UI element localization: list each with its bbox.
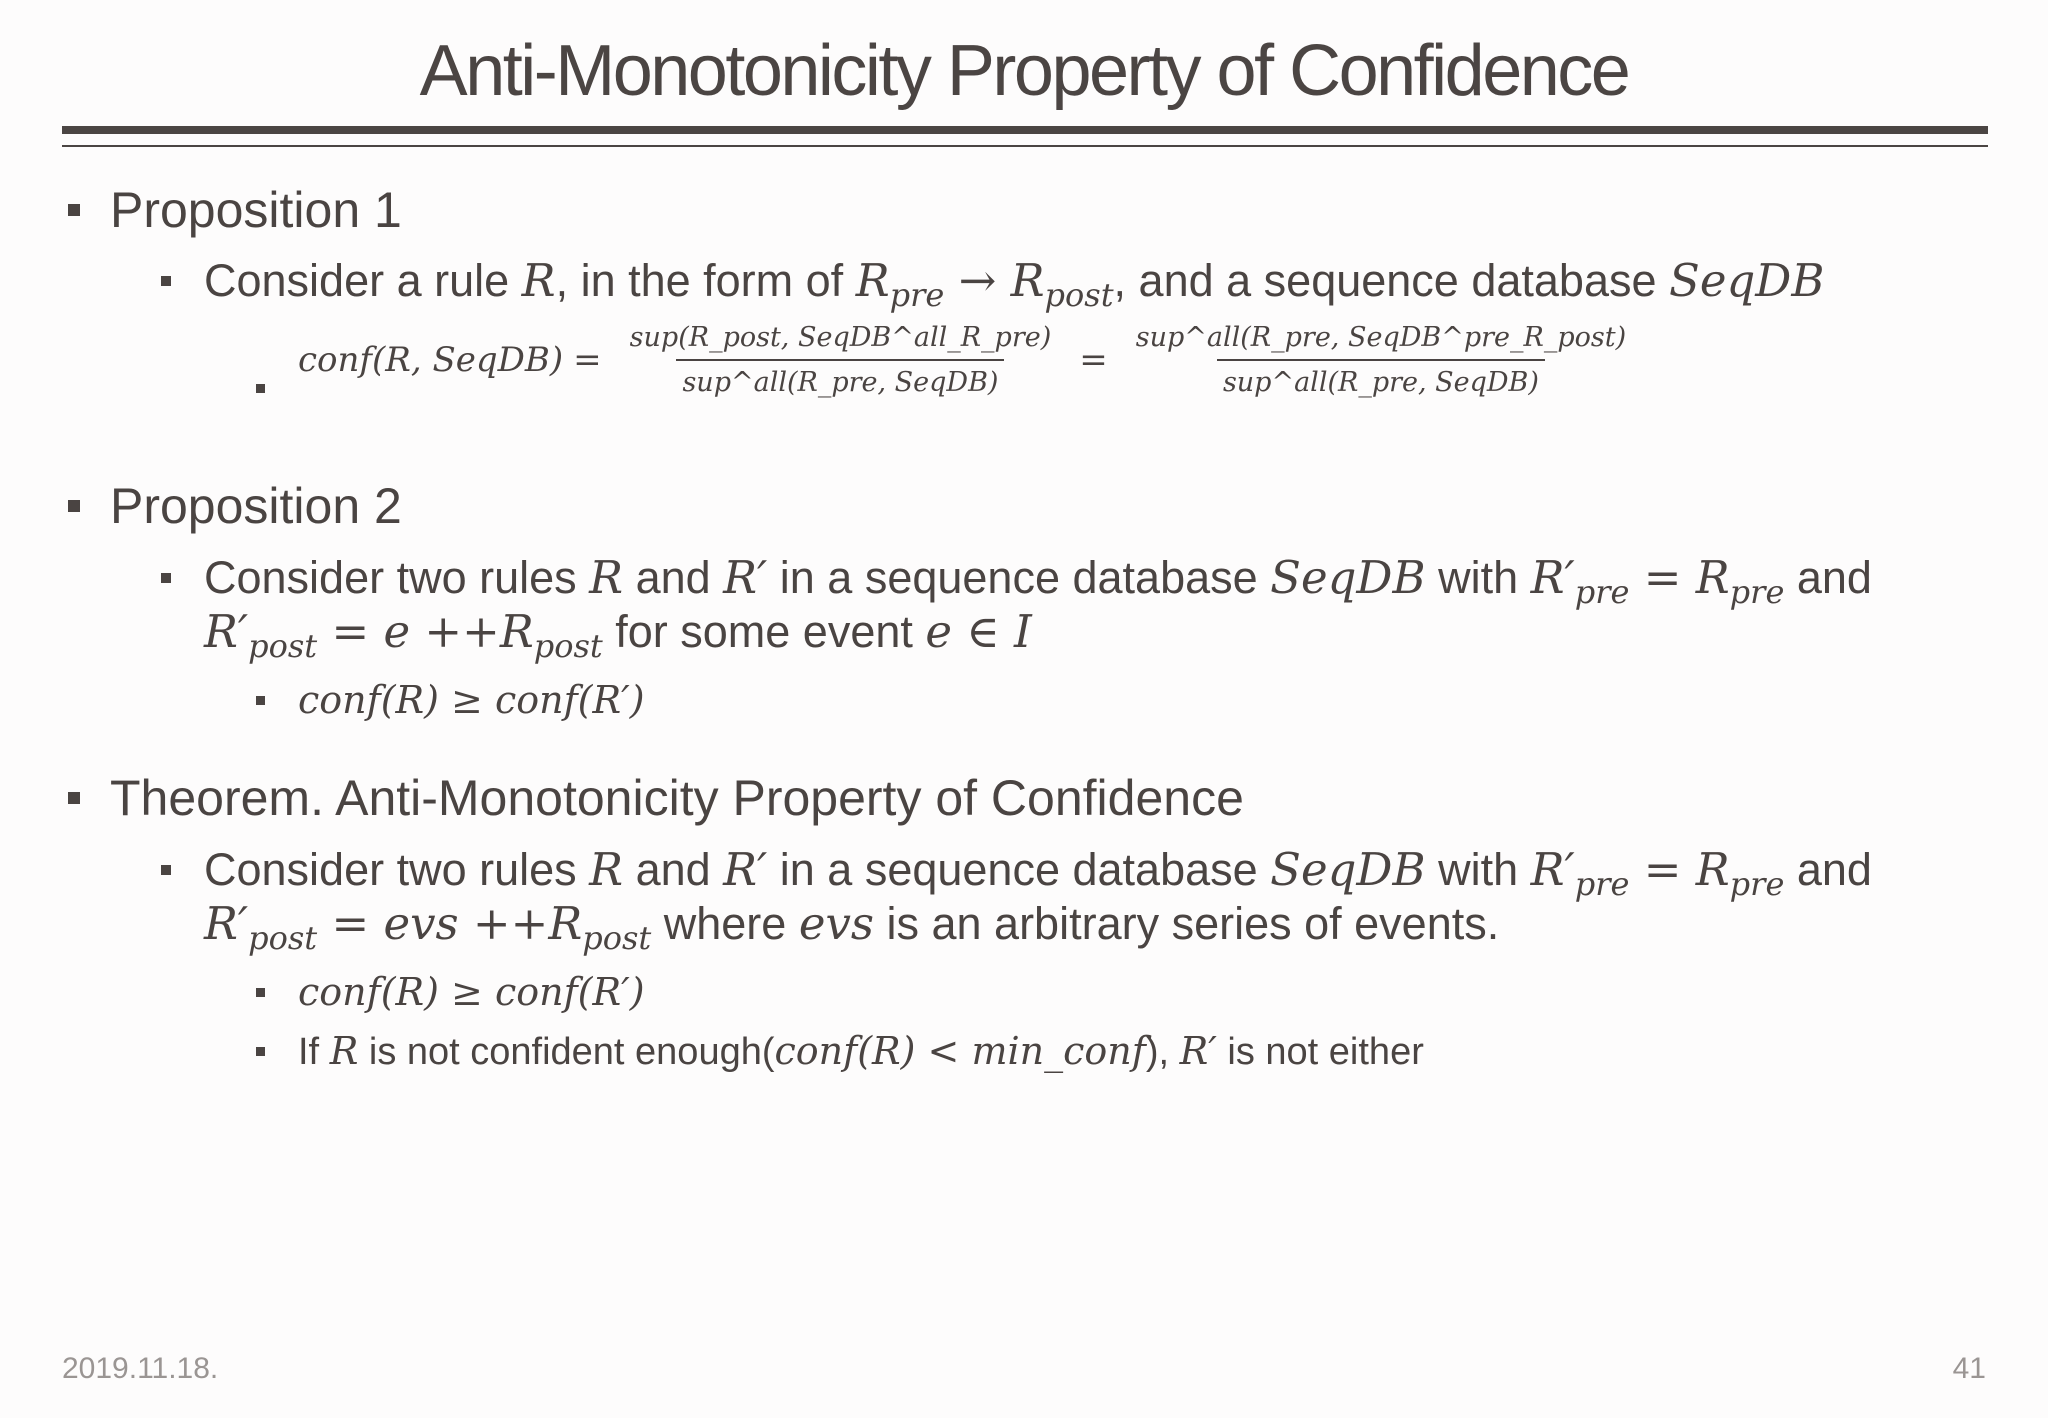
fraction-1-denominator: sup^all(R_pre, SeqDB): [676, 359, 1004, 398]
title-divider-thin: [62, 145, 1988, 147]
slide-title: Anti-Monotonicity Property of Confidence: [419, 31, 1629, 111]
title-divider-thick: [62, 126, 1988, 134]
theorem-text-line-2: $R'_{post}$ = evs $++R_{post}$ where evs is an arbitrary series of events.: [204, 897, 1500, 957]
bullet-level3: [256, 1047, 265, 1056]
fraction-1-numerator: sup(R_post, SeqDB^all_R_pre): [629, 322, 1052, 353]
proposition-1-text: Consider a rule R, in the form of $R_{pre} \to R_{post}$, and a sequence database SeqDB: [204, 254, 1825, 314]
fraction-2: [1130, 322, 1632, 398]
page-number: 41: [1952, 1352, 1986, 1385]
fraction-2-numerator: sup^all(R_pre, SeqDB^pre_R_post): [1135, 322, 1627, 353]
bullet-level1: [68, 204, 80, 216]
formula-lhs: conf(R, SeqDB): [298, 340, 564, 380]
confidence-formula: [298, 322, 1644, 398]
bullet-level2: [161, 573, 171, 583]
bullet-level1: [68, 500, 80, 512]
fraction-2-denominator: sup^all(R_pre, SeqDB): [1217, 359, 1545, 398]
theorem-corollary: If R is not confident enough(conf(R) < min_conf), R′ is not either: [298, 1029, 1424, 1073]
equals-sign: =: [573, 340, 602, 380]
bullet-level3: [256, 384, 265, 393]
fraction-1: [624, 322, 1058, 398]
bullet-level1: [68, 792, 80, 804]
equals-sign: =: [1079, 340, 1108, 380]
theorem-result: conf(R) ≥ conf(R′): [298, 970, 645, 1014]
proposition-2-heading: Proposition 2: [110, 478, 402, 534]
proposition-2-text-line-1: Consider two rules R and R′ in a sequence database SeqDB with $R'_{pre} = R_{pre}$ and: [204, 551, 1872, 611]
proposition-2-text-line-2: $R'_{post} = e ++R_{post}$ for some event e ∈ I: [204, 605, 1032, 665]
footer-date: 2019.11.18.: [62, 1352, 219, 1385]
bullet-level2: [161, 865, 171, 875]
bullet-level3: [256, 696, 265, 705]
theorem-heading: Theorem. Anti-Monotonicity Property of Confidence: [110, 770, 1244, 826]
theorem-text-line-1: Consider two rules R and R′ in a sequence database SeqDB with $R'_{pre} = R_{pre}$ and: [204, 843, 1872, 903]
proposition-1-heading: Proposition 1: [110, 182, 402, 238]
proposition-2-result: conf(R) ≥ conf(R′): [298, 678, 645, 722]
bullet-level3: [256, 988, 265, 997]
bullet-level2: [161, 276, 171, 286]
